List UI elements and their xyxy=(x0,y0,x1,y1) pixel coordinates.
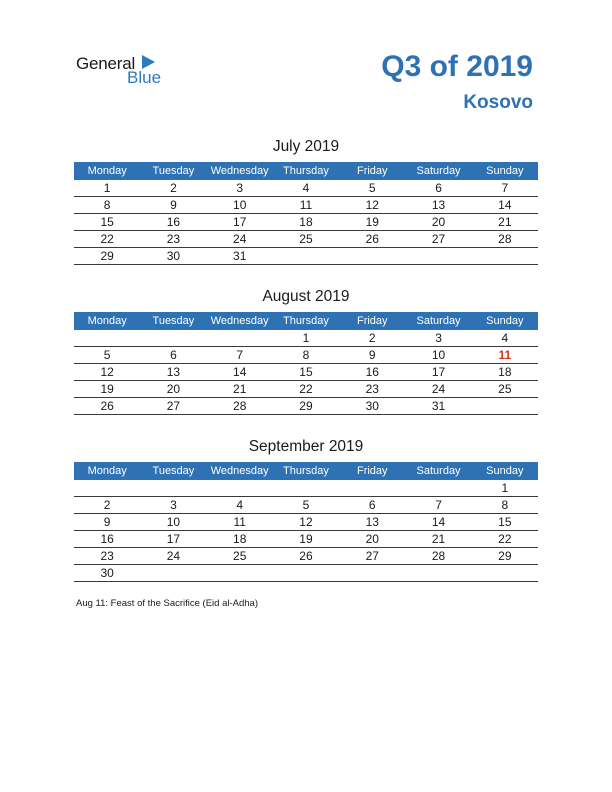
day-cell: 21 xyxy=(498,215,512,229)
day-cell xyxy=(339,248,405,264)
day-cell: 5 xyxy=(302,498,310,512)
day-cell xyxy=(472,248,538,264)
day-cell: 18 xyxy=(498,365,512,379)
weekday-label: Sunday xyxy=(486,315,524,327)
day-cell: 23 xyxy=(166,232,181,246)
day-cell: 31 xyxy=(431,399,446,413)
weekday-label: Friday xyxy=(356,315,388,327)
week-row xyxy=(74,180,538,197)
day-cell: 14 xyxy=(233,365,247,379)
day-cell: 21 xyxy=(233,382,247,396)
day-cell: 29 xyxy=(498,549,512,563)
day-cell xyxy=(472,398,538,414)
day-cell: 28 xyxy=(498,232,512,246)
weekday-label: Wednesday xyxy=(210,165,269,177)
day-cell xyxy=(207,565,273,581)
day-cell: 25 xyxy=(498,382,512,396)
day-cell xyxy=(207,330,273,346)
day-cell: 4 xyxy=(236,498,244,512)
weekday-label: Sunday xyxy=(486,165,524,177)
day-cell: 15 xyxy=(299,365,313,379)
weekday-label: Wednesday xyxy=(210,315,269,327)
day-cell: 24 xyxy=(431,382,446,396)
weekday-label: Monday xyxy=(87,465,127,477)
day-cell: 30 xyxy=(166,249,181,263)
day-cell: 21 xyxy=(431,532,446,546)
day-cell xyxy=(140,480,206,496)
day-cell: 22 xyxy=(498,532,512,546)
day-cell: 12 xyxy=(299,515,313,529)
day-cell xyxy=(339,565,405,581)
day-cell: 25 xyxy=(299,232,313,246)
day-cell: 30 xyxy=(365,399,379,413)
day-cell: 6 xyxy=(435,181,442,195)
week-row xyxy=(74,398,538,415)
day-cell: 22 xyxy=(100,232,114,246)
week-row xyxy=(74,548,538,565)
day-cell: 22 xyxy=(299,382,313,396)
weekday-label: Saturday xyxy=(416,165,461,177)
day-cell xyxy=(207,480,273,496)
day-cell: 20 xyxy=(166,382,181,396)
day-cell: 5 xyxy=(368,181,376,195)
day-cell: 15 xyxy=(100,215,114,229)
week-row xyxy=(74,330,538,347)
week-row xyxy=(74,497,538,514)
logo-blue-text: Blue xyxy=(127,68,162,87)
day-cell: 25 xyxy=(233,549,247,563)
day-cell: 12 xyxy=(365,198,379,212)
month-september xyxy=(74,438,538,582)
holiday-day-cell: 11 xyxy=(498,348,512,362)
day-cell: 13 xyxy=(431,198,446,212)
day-cell: 16 xyxy=(365,365,379,379)
week-row xyxy=(74,197,538,214)
generalblue-logo xyxy=(76,54,176,88)
day-cell xyxy=(405,565,471,581)
day-cell: 10 xyxy=(431,348,446,362)
weekday-label: Thursday xyxy=(283,315,329,327)
day-cell: 19 xyxy=(299,532,313,546)
day-cell: 18 xyxy=(299,215,313,229)
day-cell: 17 xyxy=(166,532,181,546)
weekday-header xyxy=(74,162,538,180)
day-cell: 2 xyxy=(170,181,177,195)
day-cell: 16 xyxy=(166,215,181,229)
day-cell: 18 xyxy=(233,532,247,546)
month-july xyxy=(74,138,538,265)
day-cell: 9 xyxy=(368,348,376,362)
day-cell: 14 xyxy=(431,515,446,529)
day-cell: 9 xyxy=(103,515,111,529)
day-cell: 13 xyxy=(365,515,379,529)
week-row xyxy=(74,214,538,231)
weekday-label: Thursday xyxy=(283,165,329,177)
day-cell: 20 xyxy=(365,532,379,546)
country-name: Kosovo xyxy=(463,92,533,113)
day-cell xyxy=(273,248,339,264)
weekday-label: Friday xyxy=(356,165,388,177)
day-cell: 5 xyxy=(103,348,111,362)
day-cell xyxy=(140,330,206,346)
day-cell: 28 xyxy=(431,549,446,563)
day-cell: 4 xyxy=(501,331,509,345)
month-title: August 2019 xyxy=(262,288,350,305)
day-cell: 11 xyxy=(299,198,313,212)
weekday-label: Tuesday xyxy=(152,315,195,327)
day-cell: 17 xyxy=(233,215,247,229)
weekday-label: Saturday xyxy=(416,315,461,327)
day-cell: 3 xyxy=(170,498,177,512)
month-august xyxy=(74,288,538,415)
weekday-label: Monday xyxy=(87,165,127,177)
day-cell xyxy=(273,565,339,581)
weekday-label: Monday xyxy=(87,315,127,327)
week-row xyxy=(74,531,538,548)
day-cell: 9 xyxy=(170,198,177,212)
week-row xyxy=(74,381,538,398)
day-cell: 7 xyxy=(435,498,442,512)
week-row xyxy=(74,565,538,582)
day-cell: 10 xyxy=(166,515,181,529)
day-cell: 15 xyxy=(498,515,512,529)
day-cell: 17 xyxy=(431,365,446,379)
day-cell: 7 xyxy=(501,181,509,195)
day-cell: 2 xyxy=(103,498,111,512)
day-cell: 27 xyxy=(431,232,446,246)
holiday-footnote: Aug 11: Feast of the Sacrifice (Eid al-Adha) xyxy=(76,598,258,609)
day-cell: 16 xyxy=(100,532,114,546)
week-row xyxy=(74,231,538,248)
day-cell: 1 xyxy=(501,481,509,495)
day-cell: 6 xyxy=(368,498,376,512)
day-cell: 6 xyxy=(170,348,177,362)
day-cell xyxy=(405,248,471,264)
weekday-label: Thursday xyxy=(283,465,329,477)
day-cell: 1 xyxy=(103,181,111,195)
day-cell xyxy=(273,480,339,496)
week-row xyxy=(74,248,538,265)
day-cell: 23 xyxy=(365,382,379,396)
month-title: July 2019 xyxy=(272,138,340,155)
day-cell xyxy=(472,565,538,581)
day-cell xyxy=(405,480,471,496)
day-cell: 27 xyxy=(365,549,379,563)
day-cell: 24 xyxy=(233,232,247,246)
day-cell: 14 xyxy=(498,198,512,212)
logo-general-text: General xyxy=(76,54,136,73)
logo-flag-icon xyxy=(142,55,155,69)
day-cell: 8 xyxy=(302,348,310,362)
week-row xyxy=(74,347,538,364)
weekday-label: Wednesday xyxy=(210,465,269,477)
day-cell: 26 xyxy=(299,549,313,563)
month-title: September 2019 xyxy=(248,438,364,455)
day-cell: 8 xyxy=(501,498,509,512)
week-row xyxy=(74,514,538,531)
week-row xyxy=(74,480,538,497)
weekday-label: Tuesday xyxy=(152,165,195,177)
day-cell: 13 xyxy=(166,365,181,379)
day-cell xyxy=(74,330,140,346)
day-cell: 19 xyxy=(365,215,379,229)
day-cell: 23 xyxy=(100,549,114,563)
day-cell: 27 xyxy=(166,399,181,413)
weekday-label: Sunday xyxy=(486,465,524,477)
day-cell xyxy=(339,480,405,496)
day-cell: 3 xyxy=(435,331,442,345)
day-cell: 12 xyxy=(100,365,114,379)
day-cell: 3 xyxy=(236,181,244,195)
day-cell xyxy=(140,565,206,581)
week-row xyxy=(74,364,538,381)
day-cell: 26 xyxy=(100,399,114,413)
day-cell: 31 xyxy=(233,249,247,263)
weekday-header xyxy=(74,312,538,330)
day-cell: 20 xyxy=(431,215,446,229)
weekday-label: Tuesday xyxy=(152,465,195,477)
day-cell xyxy=(74,480,140,496)
day-cell: 24 xyxy=(166,549,181,563)
day-cell: 29 xyxy=(299,399,313,413)
weekday-header xyxy=(74,462,538,480)
day-cell: 2 xyxy=(368,331,376,345)
day-cell: 29 xyxy=(100,249,114,263)
day-cell: 28 xyxy=(233,399,247,413)
day-cell: 11 xyxy=(233,515,246,529)
day-cell: 4 xyxy=(302,181,310,195)
day-cell: 8 xyxy=(103,198,111,212)
day-cell: 26 xyxy=(365,232,379,246)
day-cell: 10 xyxy=(233,198,247,212)
quarter-title: Q3 of 2019 xyxy=(381,50,533,83)
weekday-label: Friday xyxy=(356,465,388,477)
day-cell: 19 xyxy=(100,382,114,396)
day-cell: 30 xyxy=(100,566,114,580)
day-cell: 7 xyxy=(236,348,244,362)
weekday-label: Saturday xyxy=(416,465,461,477)
day-cell: 1 xyxy=(302,331,310,345)
